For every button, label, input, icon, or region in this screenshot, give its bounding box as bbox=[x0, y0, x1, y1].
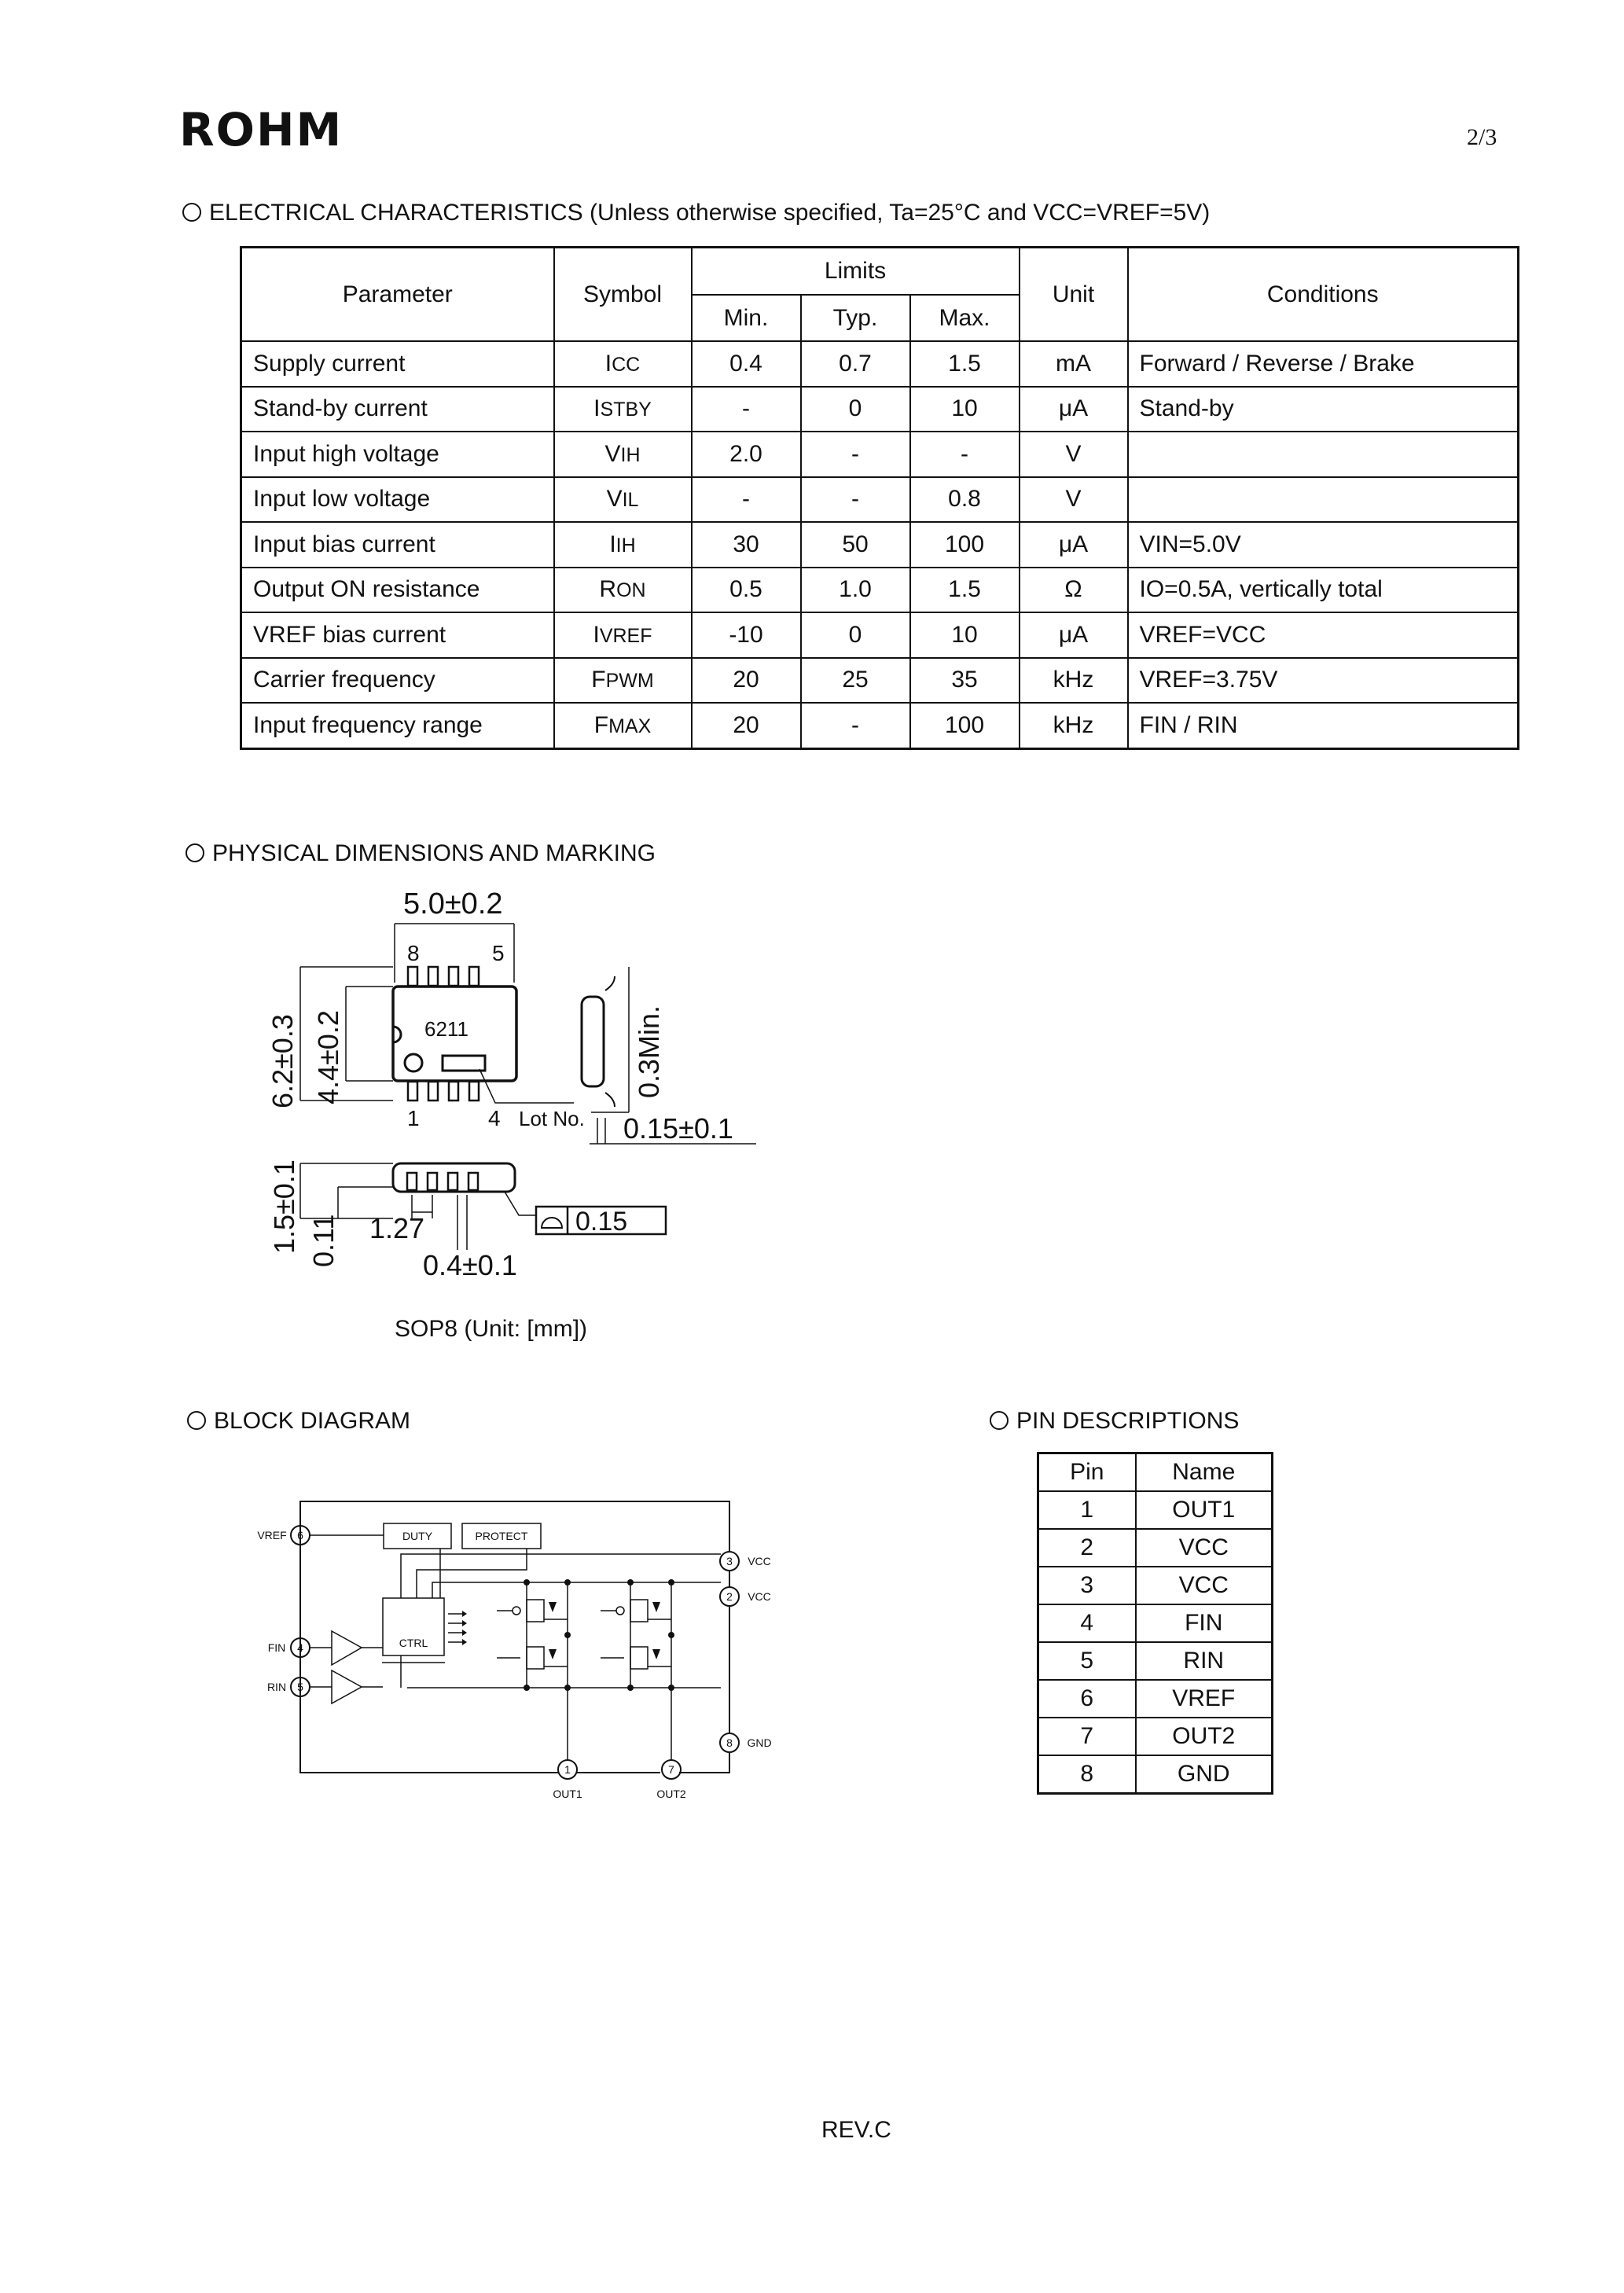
bullet-circle-icon bbox=[990, 1411, 1009, 1430]
max-cell: 100 bbox=[910, 703, 1020, 748]
pin-header-name: Name bbox=[1136, 1453, 1273, 1492]
pin-vcc-b-number: 2 bbox=[726, 1590, 733, 1603]
pin-pin-cell: 6 bbox=[1038, 1680, 1136, 1718]
max-cell: 0.8 bbox=[910, 477, 1020, 523]
typ-cell: - bbox=[801, 477, 910, 523]
typ-cell: - bbox=[801, 703, 910, 748]
pin-1-label: 1 bbox=[407, 1106, 420, 1130]
unit-cell: V bbox=[1020, 477, 1128, 523]
typ-cell: - bbox=[801, 432, 910, 477]
pin-4-label: 4 bbox=[488, 1106, 501, 1130]
table-row bbox=[1038, 1567, 1273, 1604]
table-row bbox=[1038, 1755, 1273, 1794]
symbol-cell bbox=[554, 341, 692, 387]
typ-cell: 1.0 bbox=[801, 568, 910, 613]
ctrl-block-label: CTRL bbox=[399, 1637, 428, 1649]
parameter-cell: Input high voltage bbox=[241, 432, 554, 477]
pins-heading-text: PIN DESCRIPTIONS bbox=[1016, 1408, 1240, 1434]
min-cell: 20 bbox=[692, 703, 801, 748]
min-cell: 30 bbox=[692, 522, 801, 568]
pin-name-cell: VCC bbox=[1136, 1567, 1273, 1604]
parameter-cell: Input low voltage bbox=[241, 477, 554, 523]
pin-5-label: 5 bbox=[492, 941, 505, 965]
pin-8-label: 8 bbox=[407, 941, 420, 965]
max-cell: - bbox=[910, 432, 1020, 477]
block-diagram bbox=[244, 1497, 794, 1812]
max-cell: 1.5 bbox=[910, 568, 1020, 613]
table-row bbox=[241, 522, 1519, 568]
max-cell: 100 bbox=[910, 522, 1020, 568]
vref-label: VREF bbox=[257, 1529, 287, 1542]
parameter-cell: Input frequency range bbox=[241, 703, 554, 748]
pin-name-cell: RIN bbox=[1136, 1642, 1273, 1680]
table-row bbox=[1038, 1529, 1273, 1567]
table-row bbox=[1038, 1642, 1273, 1680]
dim-width: 5.0±0.2 bbox=[403, 887, 503, 921]
rohm-logo: ROHM bbox=[179, 103, 344, 156]
unit-cell: μA bbox=[1020, 387, 1128, 432]
header-typ: Typ. bbox=[801, 295, 910, 341]
pin-table-body bbox=[1038, 1491, 1273, 1794]
table-row bbox=[241, 568, 1519, 613]
symbol-subscript: IL bbox=[622, 489, 639, 512]
pin-gnd-number: 8 bbox=[726, 1736, 733, 1749]
max-cell: 10 bbox=[910, 387, 1020, 432]
physical-heading bbox=[186, 840, 656, 867]
parameter-cell: Carrier frequency bbox=[241, 658, 554, 704]
duty-block-label: DUTY bbox=[402, 1530, 433, 1542]
symbol-lead: F bbox=[593, 711, 609, 738]
header-limits: Limits bbox=[692, 248, 1020, 296]
parameter-cell: Input bias current bbox=[241, 522, 554, 568]
page-number: 2/3 bbox=[1467, 124, 1497, 150]
typ-cell: 25 bbox=[801, 658, 910, 704]
gnd-label: GND bbox=[747, 1736, 772, 1749]
pin-name-cell: GND bbox=[1136, 1755, 1273, 1794]
pin-vcc-a-number: 3 bbox=[726, 1555, 733, 1567]
symbol-subscript: ON bbox=[616, 579, 646, 602]
electrical-table bbox=[240, 246, 1519, 750]
pin-pin-cell: 1 bbox=[1038, 1491, 1136, 1529]
max-cell: 35 bbox=[910, 658, 1020, 704]
physical-heading-text: PHYSICAL DIMENSIONS AND MARKING bbox=[212, 840, 656, 866]
symbol-lead: V bbox=[606, 486, 623, 513]
unit-cell: mA bbox=[1020, 341, 1128, 387]
symbol-cell bbox=[554, 612, 692, 658]
min-cell: -10 bbox=[692, 612, 801, 658]
symbol-cell bbox=[554, 522, 692, 568]
symbol-lead: F bbox=[591, 667, 606, 693]
dim-lead-thickness: 0.15±0.1 bbox=[623, 1112, 733, 1145]
conditions-cell bbox=[1128, 432, 1519, 477]
conditions-cell: IO=0.5A, vertically total bbox=[1128, 568, 1519, 613]
parameter-cell: VREF bias current bbox=[241, 612, 554, 658]
pin-vref-number: 6 bbox=[297, 1529, 303, 1542]
bullet-circle-icon bbox=[187, 1411, 206, 1430]
electrical-heading bbox=[182, 200, 1210, 226]
table-row bbox=[241, 432, 1519, 477]
parameter-cell: Output ON resistance bbox=[241, 568, 554, 613]
revision-label: REV.C bbox=[821, 2117, 891, 2143]
dim-body-height: 4.4±0.2 bbox=[312, 1010, 344, 1104]
out2-label: OUT2 bbox=[656, 1788, 686, 1800]
symbol-lead: I bbox=[593, 621, 600, 648]
symbol-subscript: STBY bbox=[600, 399, 652, 421]
parameter-cell: Supply current bbox=[241, 341, 554, 387]
pin-pin-cell: 7 bbox=[1038, 1718, 1136, 1755]
header-unit: Unit bbox=[1020, 248, 1128, 342]
min-cell: 0.5 bbox=[692, 568, 801, 613]
pin-out2-number: 7 bbox=[668, 1763, 674, 1776]
table-row bbox=[1038, 1680, 1273, 1718]
dim-standoff: 0.11 bbox=[307, 1214, 340, 1267]
typ-cell: 0 bbox=[801, 387, 910, 432]
header-parameter: Parameter bbox=[241, 248, 554, 342]
symbol-cell bbox=[554, 387, 692, 432]
typ-cell: 0 bbox=[801, 612, 910, 658]
package-drawing bbox=[259, 873, 770, 1344]
dim-package-height: 1.5±0.1 bbox=[268, 1159, 300, 1254]
max-cell: 10 bbox=[910, 612, 1020, 658]
block-heading-text: BLOCK DIAGRAM bbox=[214, 1408, 411, 1434]
package-caption: SOP8 (Unit: [mm]) bbox=[395, 1316, 588, 1342]
bullet-circle-icon bbox=[186, 843, 204, 862]
conditions-cell: VREF=VCC bbox=[1128, 612, 1519, 658]
symbol-lead: I bbox=[604, 350, 612, 377]
dim-lead-width: 0.4±0.1 bbox=[423, 1249, 517, 1281]
symbol-lead: V bbox=[604, 440, 621, 467]
table-row bbox=[241, 612, 1519, 658]
pin-pin-cell: 2 bbox=[1038, 1529, 1136, 1567]
symbol-subscript: VREF bbox=[599, 624, 652, 647]
typ-cell: 50 bbox=[801, 522, 910, 568]
conditions-cell: VIN=5.0V bbox=[1128, 522, 1519, 568]
dim-total-height: 6.2±0.3 bbox=[266, 1014, 299, 1108]
unit-cell: V bbox=[1020, 432, 1128, 477]
header-conditions: Conditions bbox=[1128, 248, 1519, 342]
header-symbol: Symbol bbox=[554, 248, 692, 342]
header-max: Max. bbox=[910, 295, 1020, 341]
symbol-lead: I bbox=[593, 395, 601, 422]
symbol-subscript: MAX bbox=[608, 715, 652, 737]
table-row bbox=[1038, 1491, 1273, 1529]
pin-rin-number: 5 bbox=[297, 1681, 303, 1693]
pin-name-cell: OUT2 bbox=[1136, 1718, 1273, 1755]
header-min: Min. bbox=[692, 295, 801, 341]
symbol-cell bbox=[554, 568, 692, 613]
vcc-label-b: VCC bbox=[748, 1590, 771, 1603]
min-cell: - bbox=[692, 387, 801, 432]
table-row bbox=[241, 341, 1519, 387]
table-row bbox=[241, 477, 1519, 523]
bullet-circle-icon bbox=[182, 203, 201, 222]
pin-header-pin: Pin bbox=[1038, 1453, 1136, 1492]
pin-pin-cell: 3 bbox=[1038, 1567, 1136, 1604]
unit-cell: μA bbox=[1020, 612, 1128, 658]
symbol-subscript: IH bbox=[615, 534, 636, 557]
symbol-lead: R bbox=[599, 576, 617, 603]
unit-cell: kHz bbox=[1020, 658, 1128, 704]
vcc-label-a: VCC bbox=[748, 1555, 771, 1567]
table-row bbox=[241, 387, 1519, 432]
table-row bbox=[1038, 1604, 1273, 1642]
conditions-cell: Stand-by bbox=[1128, 387, 1519, 432]
protect-block-label: PROTECT bbox=[475, 1530, 528, 1542]
electrical-table-body bbox=[241, 341, 1519, 748]
min-cell: 2.0 bbox=[692, 432, 801, 477]
min-cell: - bbox=[692, 477, 801, 523]
conditions-cell bbox=[1128, 477, 1519, 523]
symbol-cell bbox=[554, 477, 692, 523]
unit-cell: kHz bbox=[1020, 703, 1128, 748]
pin-pin-cell: 8 bbox=[1038, 1755, 1136, 1794]
symbol-lead: I bbox=[609, 531, 616, 557]
conditions-cell: FIN / RIN bbox=[1128, 703, 1519, 748]
out1-label: OUT1 bbox=[553, 1788, 582, 1800]
electrical-heading-text: ELECTRICAL CHARACTERISTICS (Unless otherwise specified, Ta=25°C and VCC=VREF=5V) bbox=[209, 200, 1211, 226]
symbol-cell bbox=[554, 658, 692, 704]
typ-cell: 0.7 bbox=[801, 341, 910, 387]
pin-name-cell: VREF bbox=[1136, 1680, 1273, 1718]
min-cell: 20 bbox=[692, 658, 801, 704]
table-row bbox=[241, 703, 1519, 748]
pin-name-cell: OUT1 bbox=[1136, 1491, 1273, 1529]
table-row bbox=[241, 658, 1519, 704]
unit-cell: Ω bbox=[1020, 568, 1128, 613]
lot-no-label: Lot No. bbox=[519, 1107, 585, 1130]
pin-out1-number: 1 bbox=[564, 1763, 571, 1776]
pin-pin-cell: 5 bbox=[1038, 1642, 1136, 1680]
conditions-cell: VREF=3.75V bbox=[1128, 658, 1519, 704]
pin-name-cell: FIN bbox=[1136, 1604, 1273, 1642]
symbol-subscript: CC bbox=[612, 353, 641, 376]
block-heading bbox=[187, 1408, 410, 1435]
pin-name-cell: VCC bbox=[1136, 1529, 1273, 1567]
pin-table bbox=[1037, 1452, 1273, 1795]
fin-label: FIN bbox=[267, 1641, 286, 1654]
dim-pitch: 1.27 bbox=[369, 1212, 425, 1244]
flatness-value: 0.15 bbox=[575, 1207, 628, 1237]
table-row bbox=[1038, 1718, 1273, 1755]
max-cell: 1.5 bbox=[910, 341, 1020, 387]
conditions-cell: Forward / Reverse / Brake bbox=[1128, 341, 1519, 387]
min-cell: 0.4 bbox=[692, 341, 801, 387]
parameter-cell: Stand-by current bbox=[241, 387, 554, 432]
symbol-subscript: PWM bbox=[605, 670, 654, 693]
rin-label: RIN bbox=[266, 1681, 287, 1693]
unit-cell: μA bbox=[1020, 522, 1128, 568]
pin-fin-number: 4 bbox=[297, 1641, 303, 1654]
symbol-cell bbox=[554, 703, 692, 748]
symbol-cell bbox=[554, 432, 692, 477]
pins-heading bbox=[990, 1408, 1239, 1435]
marking-text: 6211 bbox=[424, 1017, 468, 1041]
pin-pin-cell: 4 bbox=[1038, 1604, 1136, 1642]
symbol-subscript: IH bbox=[620, 443, 641, 466]
dim-lead-min: 0.3Min. bbox=[633, 1005, 665, 1098]
